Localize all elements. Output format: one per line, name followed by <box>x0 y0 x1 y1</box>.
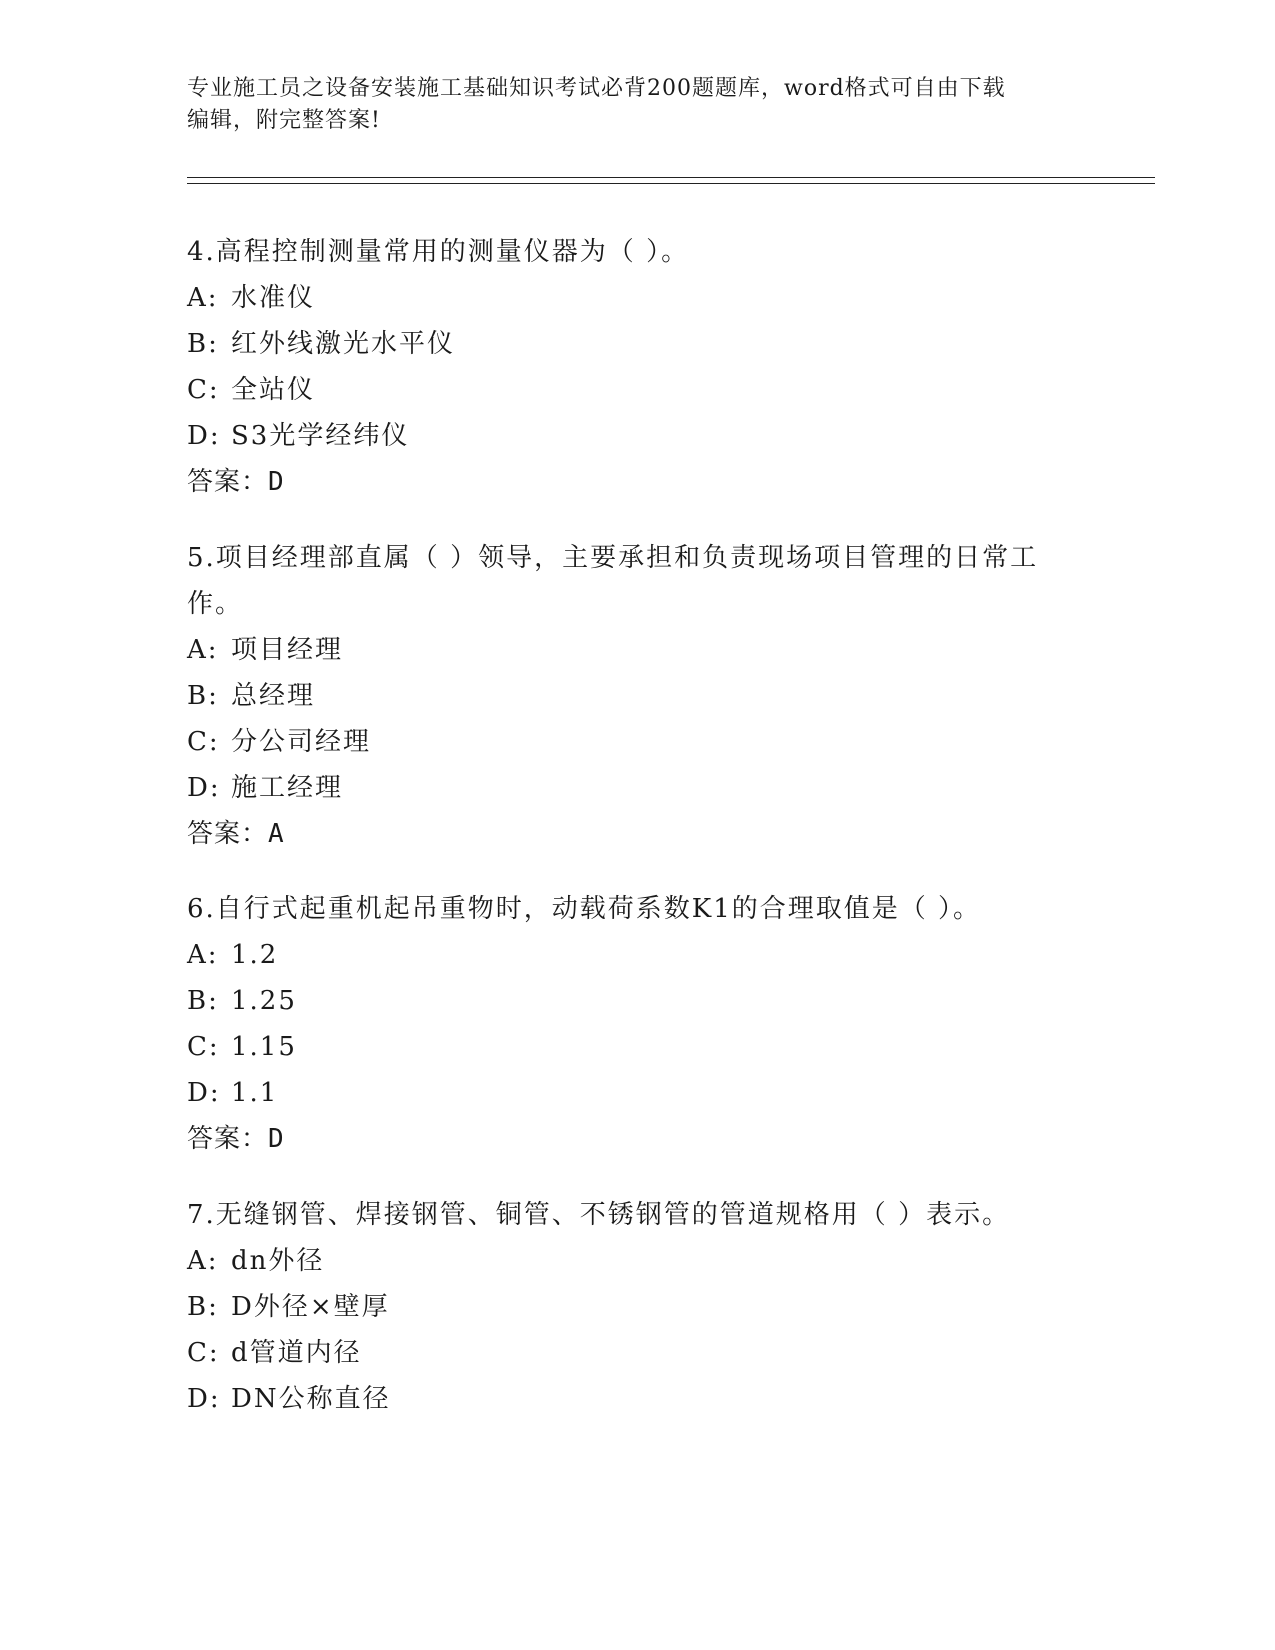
answer-value: D <box>268 1124 285 1154</box>
option-c <box>187 367 1087 413</box>
question-6 <box>187 886 1087 1162</box>
option-text: 1.1 <box>231 1078 279 1108</box>
option-letter: A: <box>187 940 219 970</box>
option-letter: A: <box>187 1246 219 1276</box>
option-letter: C: <box>187 1032 220 1062</box>
option-a <box>187 1238 1087 1284</box>
option-c <box>187 1024 1087 1070</box>
question-stem: 6.自行式起重机起吊重物时，动载荷系数K1的合理取值是（ ）。 <box>187 894 982 924</box>
option-d <box>187 765 1087 811</box>
option-letter: B: <box>187 986 219 1016</box>
option-a <box>187 627 1087 673</box>
answer-value: D <box>268 467 285 497</box>
option-letter: D: <box>187 1384 221 1414</box>
question-7 <box>187 1192 1087 1422</box>
option-c <box>187 1330 1087 1376</box>
option-b <box>187 1284 1087 1330</box>
option-letter: D: <box>187 1078 221 1108</box>
option-letter: C: <box>187 375 220 405</box>
option-b <box>187 978 1087 1024</box>
option-text: DN公称直径 <box>231 1384 391 1414</box>
header-line-2: 编辑，附完整答案! <box>187 108 381 133</box>
option-letter: A: <box>187 283 219 313</box>
question-stem <box>187 535 1087 627</box>
question-stem-line-1: 5.项目经理部直属（ ）领导，主要承担和负责现场项目管理的日常工 <box>187 543 1039 573</box>
option-letter: B: <box>187 681 219 711</box>
question-stem: 7.无缝钢管、焊接钢管、铜管、不锈钢管的管道规格用（ ）表示。 <box>187 1200 1011 1230</box>
option-letter: B: <box>187 329 219 359</box>
answer-label: 答案： <box>187 1124 269 1154</box>
option-letter: C: <box>187 1338 220 1368</box>
answer-line <box>187 459 1087 505</box>
option-text: 水准仪 <box>231 283 316 313</box>
option-a <box>187 932 1087 978</box>
option-text: 分公司经理 <box>231 727 372 757</box>
answer-value: A <box>268 819 285 849</box>
option-text: d管道内径 <box>231 1338 362 1368</box>
header-divider-top <box>187 177 1155 178</box>
option-text: 全站仪 <box>231 375 316 405</box>
option-text: 1.25 <box>231 986 297 1016</box>
option-a <box>187 275 1087 321</box>
question-4 <box>187 229 1087 505</box>
option-text: 1.2 <box>231 940 279 970</box>
option-text: 施工经理 <box>231 773 344 803</box>
option-letter: A: <box>187 635 219 665</box>
answer-label: 答案： <box>187 467 269 497</box>
option-text: 1.15 <box>231 1032 297 1062</box>
option-letter: D: <box>187 421 221 451</box>
question-stem-line-2: 作。 <box>187 589 244 619</box>
option-d <box>187 413 1087 459</box>
option-c <box>187 719 1087 765</box>
answer-line <box>187 1116 1087 1162</box>
option-b <box>187 321 1087 367</box>
option-b <box>187 673 1087 719</box>
option-text: 总经理 <box>231 681 316 711</box>
option-text: 红外线激光水平仪 <box>231 329 456 359</box>
option-text: 项目经理 <box>231 635 344 665</box>
option-d <box>187 1070 1087 1116</box>
option-letter: D: <box>187 773 221 803</box>
option-letter: B: <box>187 1292 219 1322</box>
question-stem: 4.高程控制测量常用的测量仪器为（ ）。 <box>187 237 690 267</box>
answer-label: 答案： <box>187 819 269 849</box>
option-text: S3光学经纬仪 <box>231 421 410 451</box>
header-divider-bottom <box>187 183 1155 184</box>
option-letter: C: <box>187 727 220 757</box>
document-header <box>187 73 1067 137</box>
option-text: dn外径 <box>231 1246 325 1276</box>
answer-line <box>187 811 1087 857</box>
option-text: D外径×壁厚 <box>231 1292 390 1322</box>
header-line-1: 专业施工员之设备安装施工基础知识考试必背200题题库，word格式可自由下载 <box>187 76 1006 101</box>
option-d <box>187 1376 1087 1422</box>
question-5 <box>187 535 1087 857</box>
